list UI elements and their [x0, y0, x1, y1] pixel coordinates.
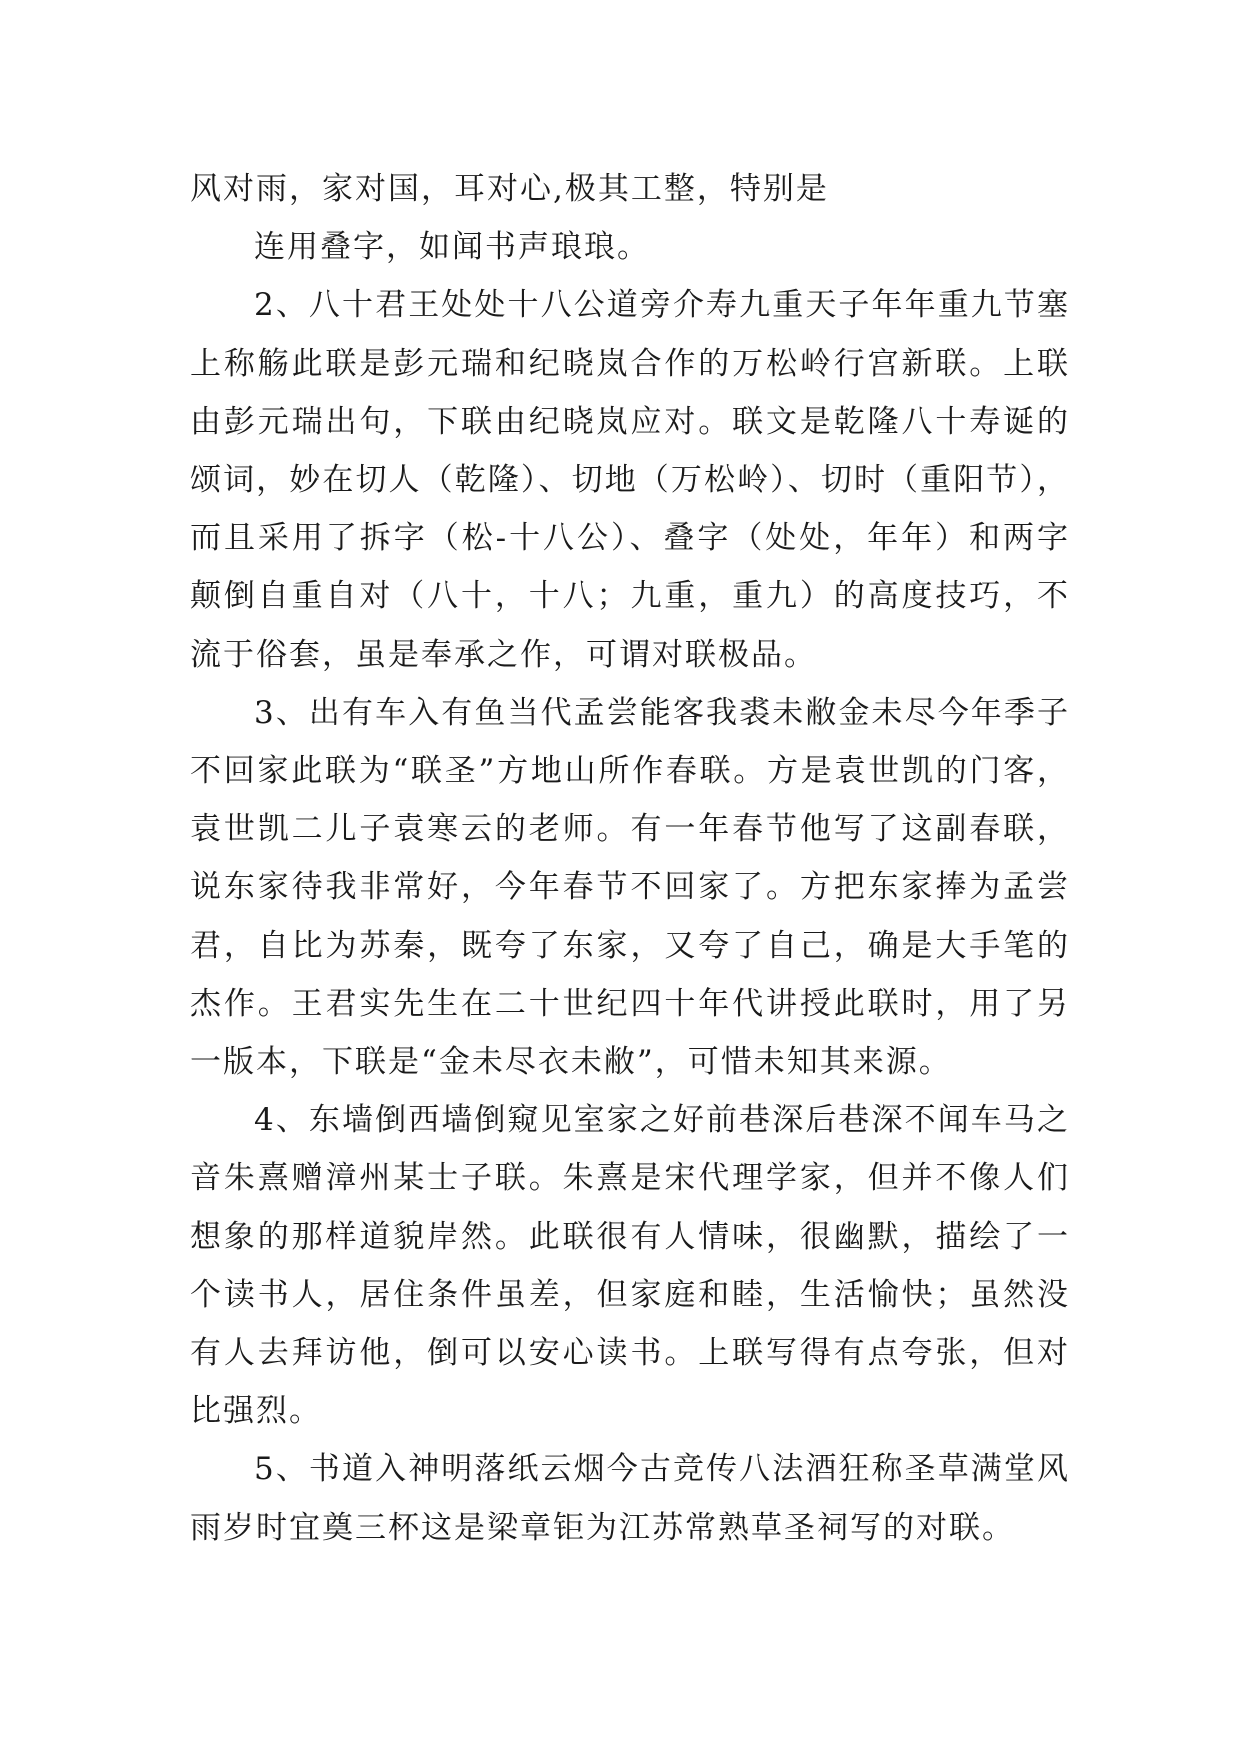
paragraph-continuation: 风对雨，家对国，耳对心,极其工整，特别是	[190, 171, 829, 207]
document-body	[190, 160, 1070, 1557]
paragraph-item-4: 4、东墙倒西墙倒窥见室家之好前巷深后巷深不闻车马之音朱熹赠漳州某士子联。朱熹是宋代理学家，但并不像人们想象的那样道貌岸然。此联很有人情味，很幽默，描绘了一个读书人，居住条件虽差，但家庭和睦，生活愉快；虽然没有人去拜访他，倒可以安心读书。上联写得有点夸张，但对比强烈。	[190, 1102, 1070, 1430]
paragraph-continuation-end: 连用叠字，如闻书声琅琅。	[254, 229, 650, 266]
paragraph-item-5: 5、书道入神明落纸云烟今古竞传八法酒狂称圣草满堂风雨岁时宜奠三杯这是梁章钜为江苏常熟草圣祠写的对联。	[190, 1451, 1070, 1546]
paragraph-item-2: 2、八十君王处处十八公道旁介寿九重天子年年重九节塞上称觞此联是彭元瑞和纪晓岚合作的万松岭行宫新联。上联由彭元瑞出句，下联由纪晓岚应对。联文是乾隆八十寿诞的颂词，妙在切人（乾隆）、切地（万松岭）、切时（重阳节），而且采用了拆字（松-十八公）、叠字（处处，年年）和两字颠倒自重自对（八十，十八；九重，重九）的高度技巧，不流于俗套，虽是奉承之作，可谓对联极品。	[190, 287, 1070, 673]
paragraph-item-3: 3、出有车入有鱼当代孟尝能客我裘未敝金未尽今年季子不回家此联为“联圣”方地山所作春联。方是袁世凯的门客，袁世凯二儿子袁寒云的老师。有一年春节他写了这副春联，说东家待我非常好，今年春节不回家了。方把东家捧为孟尝君，自比为苏秦，既夸了东家，又夸了自己，确是大手笔的杰作。王君实先生在二十世纪四十年代讲授此联时，用了另一版本，下联是“金未尽衣未敝”，可惜未知其来源。	[190, 694, 1070, 1081]
